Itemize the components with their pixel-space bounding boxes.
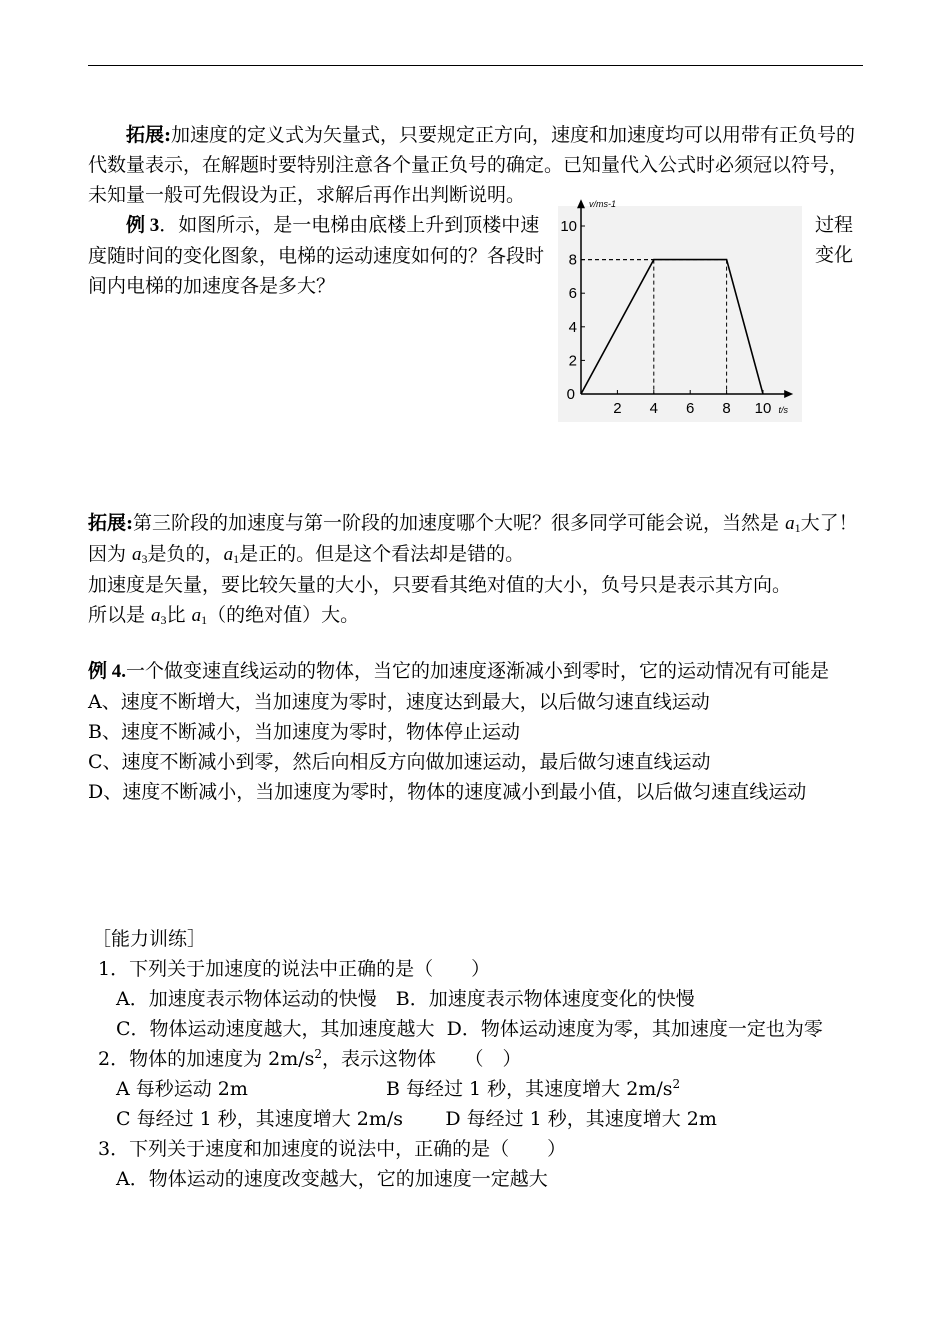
q2-option-d: D 每经过 1 秒，其速度增大 2m <box>445 1108 717 1130</box>
option-b: B、速度不断减小，当加速度为零时，物体停止运动 <box>88 721 520 743</box>
y-tick-label: 4 <box>568 318 577 336</box>
y-axis-label: v/ms-1 <box>589 199 616 210</box>
q2-option-b-sup: 2 <box>672 1077 681 1091</box>
symbol-a: a <box>151 605 161 626</box>
training-heading: ［能力训练］ <box>92 928 207 950</box>
question-1: 1．下列关于加速度的说法中正确的是（ ） <box>98 958 491 980</box>
q1-option-a: A．加速度表示物体运动的快慢 <box>116 988 377 1010</box>
ext2-text-6: 比 <box>166 604 192 626</box>
q1-option-c: C．物体运动速度越大，其加速度越大 <box>116 1018 435 1040</box>
q2-stem: 2．物体的加速度为 2m/s <box>98 1048 315 1070</box>
q3-option-a: A．物体运动的速度改变越大，它的加速度一定越大 <box>116 1168 548 1190</box>
example-label: 例 3 <box>126 215 160 236</box>
example-3-tail <box>815 210 853 270</box>
symbol-a: a <box>191 605 202 626</box>
ext2-text-5: 所以是 <box>88 604 152 626</box>
q2-stem-end: ，表示这物体 （ ） <box>322 1048 522 1070</box>
subscript-1: 1 <box>794 521 801 535</box>
x-tick-label: 8 <box>722 400 731 417</box>
extension-label-2: 拓展: <box>88 512 134 534</box>
option-a: A、速度不断增大，当加速度为零时，速度达到最大，以后做匀速直线运动 <box>88 691 710 713</box>
tail-word-1: 过程 <box>815 214 854 236</box>
extension-paragraph-2 <box>88 508 863 631</box>
example-3 <box>88 210 548 301</box>
x-tick-label: 10 <box>754 400 772 417</box>
question-1-options-ab <box>88 984 863 1014</box>
example-4-text: 一个做变速直线运动的物体，当它的加速度逐渐减小到零时，它的运动情况有可能是 <box>126 660 830 682</box>
ext2-line-2: 加速度是矢量，要比较矢量的大小，只要看其绝对值的大小，负号只是表示其方向。 <box>88 574 792 596</box>
subscript-3: 3 <box>160 613 167 627</box>
ext2-text-7: （的绝对值）大。 <box>207 604 360 626</box>
q1-option-b: B．加速度表示物体速度变化的快慢 <box>395 988 695 1010</box>
symbol-a: a <box>785 513 795 534</box>
velocity-time-graph <box>558 199 802 422</box>
ext2-text-4: 是正的。但是这个看法却是错的。 <box>239 543 525 565</box>
subscript-3: 3 <box>141 552 148 566</box>
q2-option-b <box>386 1074 680 1104</box>
subscript-1: 1 <box>233 552 240 566</box>
q1-option-d: D．物体运动速度为零，其加速度一定也为零 <box>446 1018 823 1040</box>
graph-axes <box>577 199 793 398</box>
y-tick-label: 6 <box>568 285 577 303</box>
header-rule <box>88 65 863 66</box>
y-tick-label: 8 <box>568 251 577 269</box>
x-tick-label: 4 <box>649 400 658 417</box>
graph-series <box>581 260 763 394</box>
origin-label: 0 <box>566 386 575 403</box>
ext2-text-3: 是负的， <box>147 543 224 565</box>
question-2-options-cd <box>88 1104 863 1134</box>
x-axis-arrow <box>784 390 793 398</box>
question-3: 3．下列关于速度和加速度的说法中，正确的是（ ） <box>98 1138 567 1160</box>
y-tick-label: 10 <box>560 218 577 235</box>
example-4-label: 例 4. <box>88 661 127 682</box>
x-tick-label: 6 <box>686 400 695 417</box>
tail-word-2: 变化 <box>815 244 854 266</box>
q2-option-a: A 每秒运动 2m <box>116 1078 248 1100</box>
question-2-options-ab <box>88 1074 863 1104</box>
velocity-series-line <box>581 260 763 394</box>
graph-svg <box>558 199 802 422</box>
extension-text: 加速度的定义式为矢量式，只要规定正方向，速度和加速度均可以用带有正负号的代数量表示，在解题时要特别注意各个量正负号的确定。已知量代入公式时必须冠以符号，未知量一般可先假设为正，求解后再作出判断说明。 <box>88 124 856 206</box>
graph-labels <box>560 199 788 417</box>
extension-label: 拓展: <box>126 124 172 146</box>
option-c: C、速度不断减小到零，然后向相反方向做加速运动，最后做匀速直线运动 <box>88 751 711 773</box>
x-axis-label: t/s <box>778 405 788 415</box>
symbol-a: a <box>132 544 142 565</box>
ext2-text-2: 大了！ 因为 <box>88 512 858 565</box>
subscript-1: 1 <box>201 613 208 627</box>
symbol-a: a <box>223 544 234 565</box>
q2-superscript: 2 <box>314 1047 323 1061</box>
ext2-text-1: 第三阶段的加速度与第一阶段的加速度哪个大呢？很多同学可能会说，当然是 <box>133 512 786 534</box>
graph-guides <box>581 260 727 394</box>
question-1-options-cd <box>88 1014 863 1044</box>
example-text: ．如图所示，是一电梯由底楼上升到顶楼中速度随时间的变化图象，电梯的运动速度如何的？各段时间内电梯的加速度各是多大？ <box>88 214 545 297</box>
q2-option-b-text: B 每经过 1 秒，其速度增大 2m/s <box>386 1078 673 1100</box>
option-d: D、速度不断减小，当加速度为零时，物体的速度减小到最小值，以后做匀速直线运动 <box>88 781 807 803</box>
q2-option-c: C 每经过 1 秒，其速度增大 2m/s <box>116 1108 404 1130</box>
y-tick-label: 2 <box>568 352 577 370</box>
training-section <box>88 924 863 1194</box>
question-2 <box>88 1044 863 1074</box>
extension-paragraph-1 <box>88 120 863 210</box>
x-tick-label: 2 <box>613 400 622 417</box>
example-4 <box>88 656 863 807</box>
